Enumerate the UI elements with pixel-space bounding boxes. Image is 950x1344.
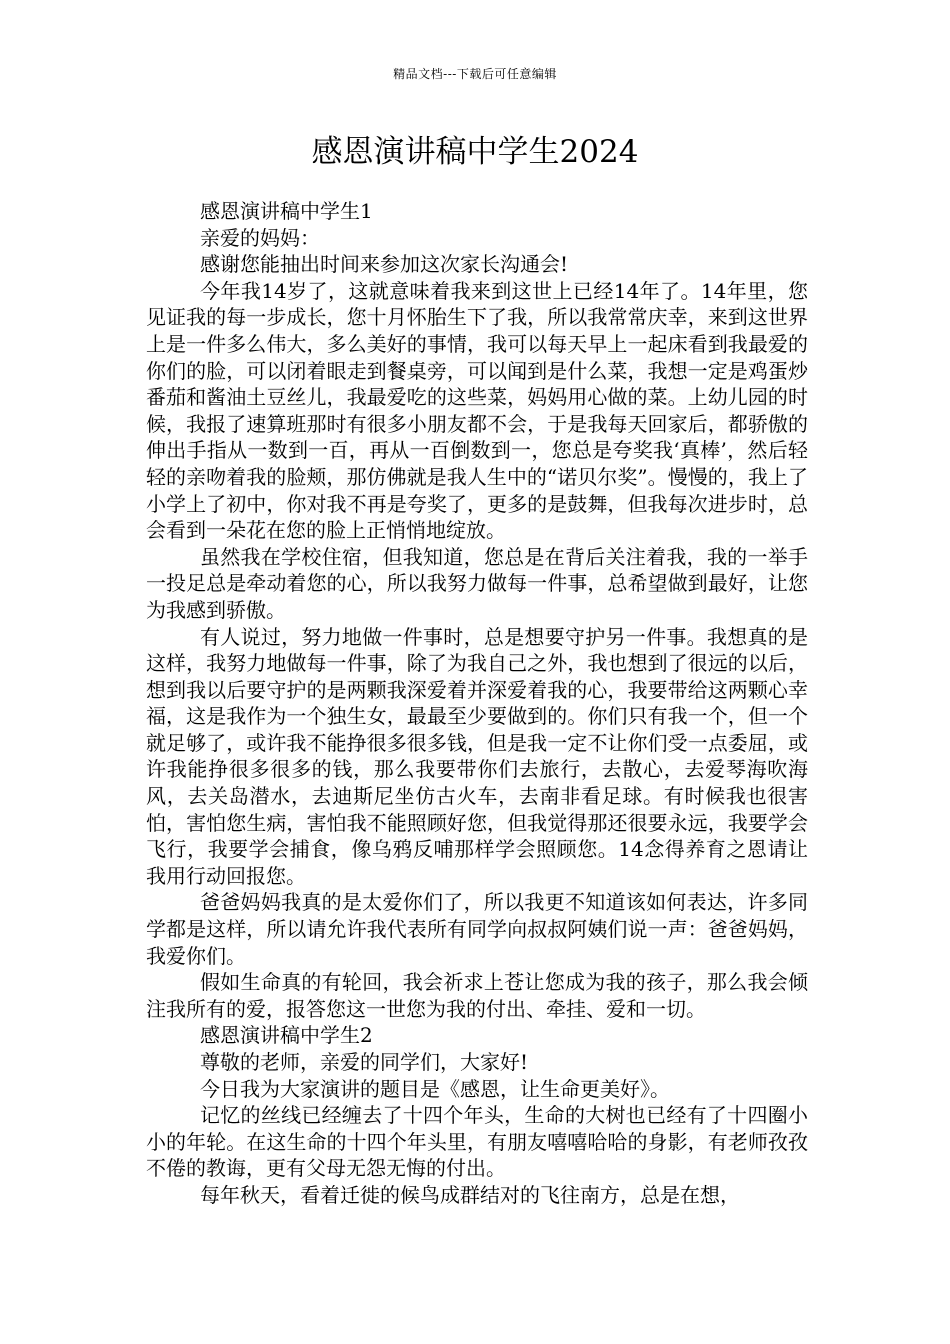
paragraph: 爸爸妈妈我真的是太爱你们了，所以我更不知道该如何表达，许多同学都是这样，所以请允许我代表所有同学向叔叔阿姨们说一声：爸爸妈妈，我爱你们。	[146, 890, 808, 968]
paragraph: 假如生命真的有轮回，我会祈求上苍让您成为我的孩子，那么我会倾注我所有的爱，报答您这一世您为我的付出、牵挂、爱和一切。	[146, 970, 808, 1021]
paragraph: 感谢您能抽出时间来参加这次家长沟通会!	[200, 252, 569, 277]
document-title: 感恩演讲稿中学生2024	[311, 134, 639, 170]
document-body	[146, 198, 808, 1209]
paragraph: 每年秋天，看着迁徙的候鸟成群结对的飞往南方，总是在想，	[200, 1182, 740, 1207]
section-heading-1: 感恩演讲稿中学生1	[200, 199, 373, 223]
section-heading-2: 感恩演讲稿中学生2	[200, 1023, 373, 1048]
salutation: 尊敬的老师，亲爱的同学们，大家好!	[200, 1050, 529, 1074]
paragraph: 虽然我在学校住宿，但我知道，您总是在背后关注着我，我的一举手一投足总是牵动着您的心，所以我努力做每一件事，总希望做到最好，让您为我感到骄傲。	[146, 544, 808, 622]
paragraph: 今年我14岁了，这就意味着我来到这世上已经14年了。14年里，您见证我的每一步成长，您十月怀胎生下了我，所以我常常庆幸，来到这世界上是一件多么伟大，多么美好的事情，我可以每天早上一起床看到我最爱的你们的脸，可以闭着眼走到餐桌旁，可以闻到是什么菜，我想一定是鸡蛋炒番茄和酱油土豆丝儿，我最爱吃的这些菜，妈妈用心做的菜。上幼儿园的时候，我报了速算班那时有很多小朋友都不会，于是我每天回家后，都骄傲的伸出手指从一数到一百，再从一百倒数到一，您总是夸奖我‘真棒’，然后轻轻的亲吻着我的脸颊，那仿佛就是我人生中的“诺贝尔奖”。慢慢的，我上了小学上了初中，你对我不再是夸奖了，更多的是鼓舞，但我每次进步时，总会看到一朵花在您的脸上正悄悄地绽放。	[146, 278, 808, 543]
paragraph: 今日我为大家演讲的题目是《感恩，让生命更美好》。	[200, 1076, 670, 1101]
page-header-note: 精品文档---下载后可任意编辑	[393, 67, 557, 81]
salutation: 亲爱的妈妈：	[200, 225, 320, 250]
paragraph: 记忆的丝线已经缠去了十四个年头，生命的大树也已经有了十四圈小小的年轮。在这生命的十四个年头里，有朋友嘻嘻哈哈的身影，有老师孜孜不倦的教诲，更有父母无怨无悔的付出。	[146, 1103, 808, 1181]
paragraph: 有人说过，努力地做一件事时，总是想要守护另一件事。我想真的是这样，我努力地做每一件事，除了为我自己之外，我也想到了很远的以后，想到我以后要守护的是两颗我深爱着并深爱着我的心，我要带给这两颗心幸福，这是我作为一个独生女，最最至少要做到的。你们只有我一个，但一个就足够了，或许我不能挣很多很多钱，但是我一定不让你们受一点委屈，或许我能挣很多很多的钱，那么我要带你们去旅行，去散心，去爱琴海吹海风，去关岛潜水，去迪斯尼坐仿古火车，去南非看足球。有时候我也很害怕，害怕您生病，害怕我不能照顾好您，但我觉得那还很要永远，我要学会飞行，我要学会捕食，像乌鸦反哺那样学会照顾您。14念得养育之恩请让我用行动回报您。	[146, 624, 808, 888]
